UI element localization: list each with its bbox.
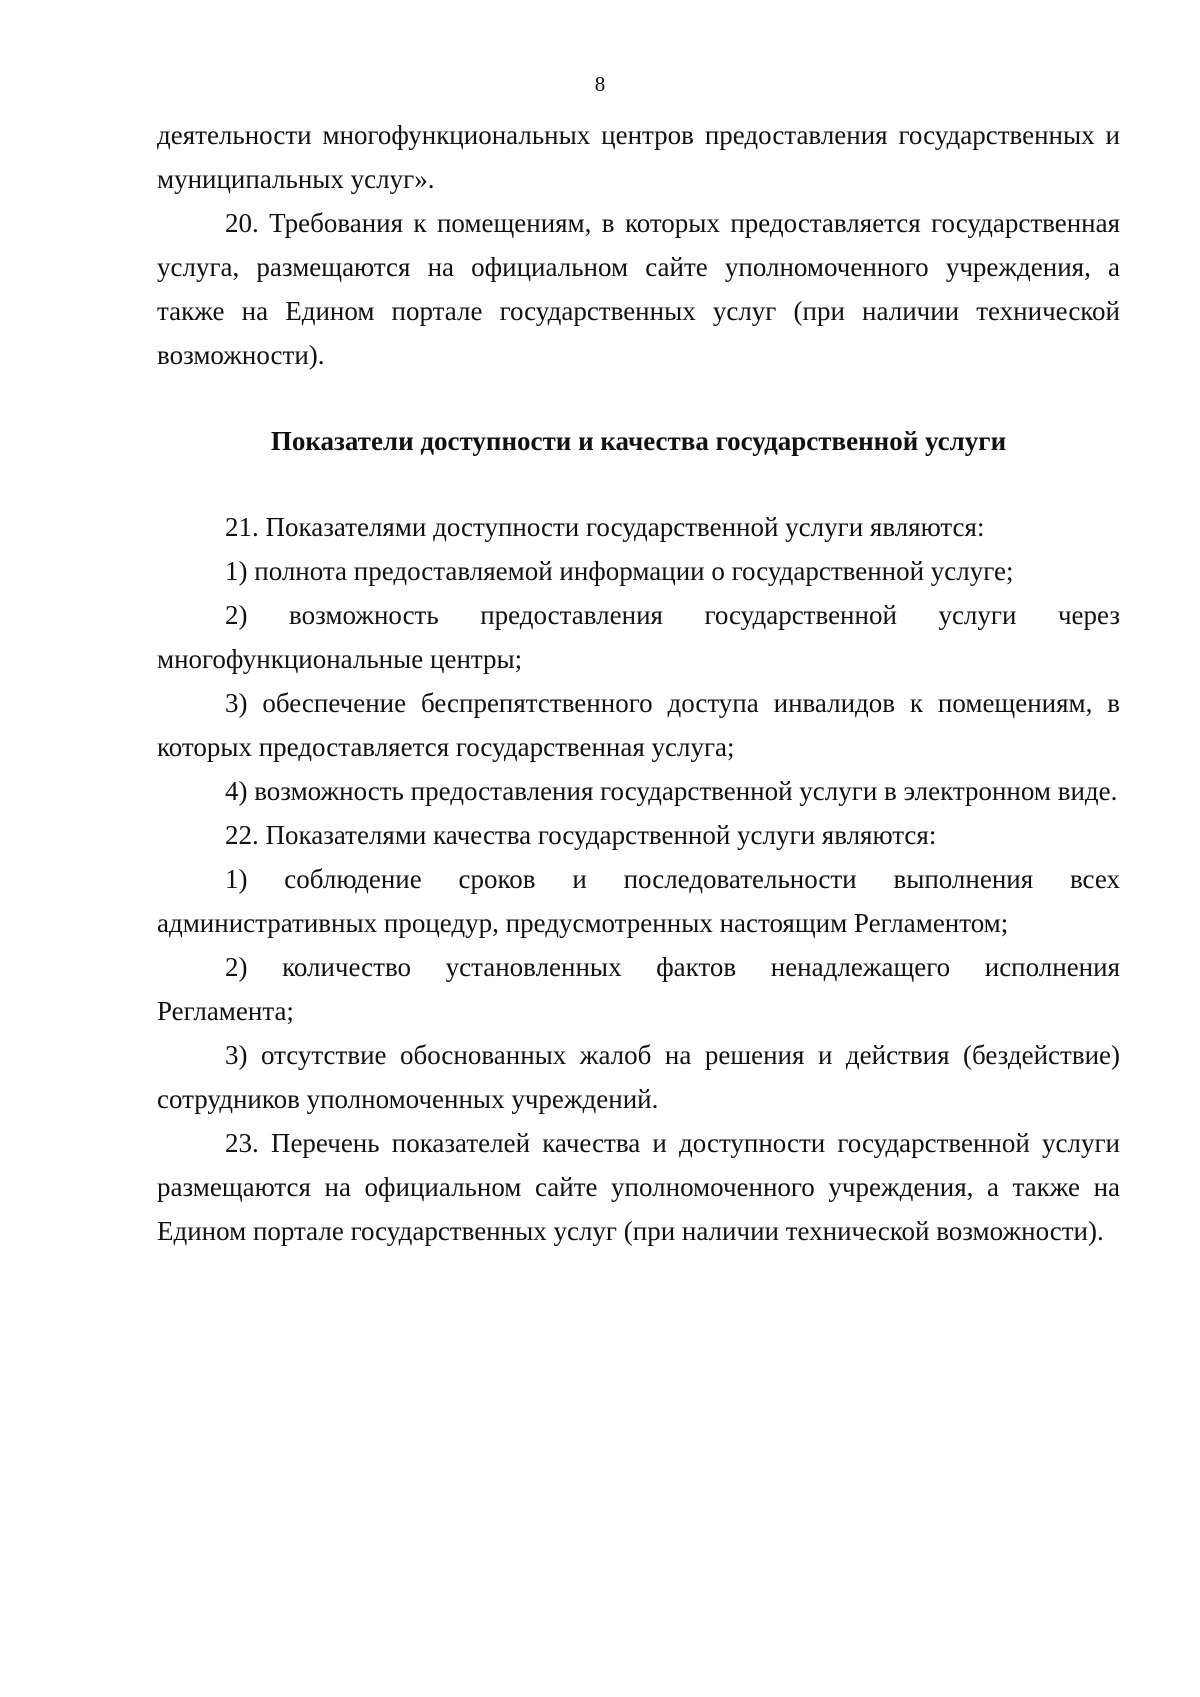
list-item-21-4: 4) возможность предоставления государственной услуги в электронном виде. bbox=[225, 776, 1118, 806]
spacer bbox=[157, 377, 1120, 419]
list-item-22-1: 1) соблюдение сроков и последовательности выполнения всех административных процедур, предусмотренных настоящим Регламентом; bbox=[157, 864, 1120, 938]
list-item-22-2: 2) количество установленных фактов ненадлежащего исполнения Регламента; bbox=[157, 952, 1120, 1026]
list-item-22-3: 3) отсутствие обоснованных жалоб на решения и действия (бездействие) сотрудников уполномоченных учреждений. bbox=[157, 1040, 1120, 1114]
list-item-21-2: 2) возможность предоставления государственной услуги через многофункциональные центры; bbox=[157, 600, 1120, 674]
section-heading: Показатели доступности и качества государственной услуги bbox=[270, 426, 1007, 456]
spacer bbox=[157, 463, 1120, 505]
list-item-21-1: 1) полнота предоставляемой информации о государственной услуге; bbox=[225, 556, 1014, 586]
paragraph-22: 22. Показателями качества государственной услуги являются: bbox=[225, 820, 937, 850]
paragraph-20: 20. Требования к помещениям, в которых предоставляется государственная услуга, размещаются на официальном сайте уполномоченного учреждения, а также на Едином портале государственных услуг (при наличии технической возможности). bbox=[157, 208, 1120, 370]
page-number: 8 bbox=[594, 72, 606, 96]
list-item-21-3: 3) обеспечение беспрепятственного доступа инвалидов к помещениям, в которых предоставляется государственная услуга; bbox=[157, 688, 1120, 762]
paragraph-23: 23. Перечень показателей качества и доступности государственной услуги размещаются на официальном сайте уполномоченного учреждения, а также на Едином портале государственных услуг (при наличии технической возможности). bbox=[157, 1128, 1120, 1246]
paragraph-continuation: деятельности многофункциональных центров предоставления государственных и муниципальных услуг». bbox=[157, 120, 1120, 194]
document-body bbox=[157, 113, 1120, 1253]
paragraph-21: 21. Показателями доступности государственной услуги являются: bbox=[225, 512, 985, 542]
